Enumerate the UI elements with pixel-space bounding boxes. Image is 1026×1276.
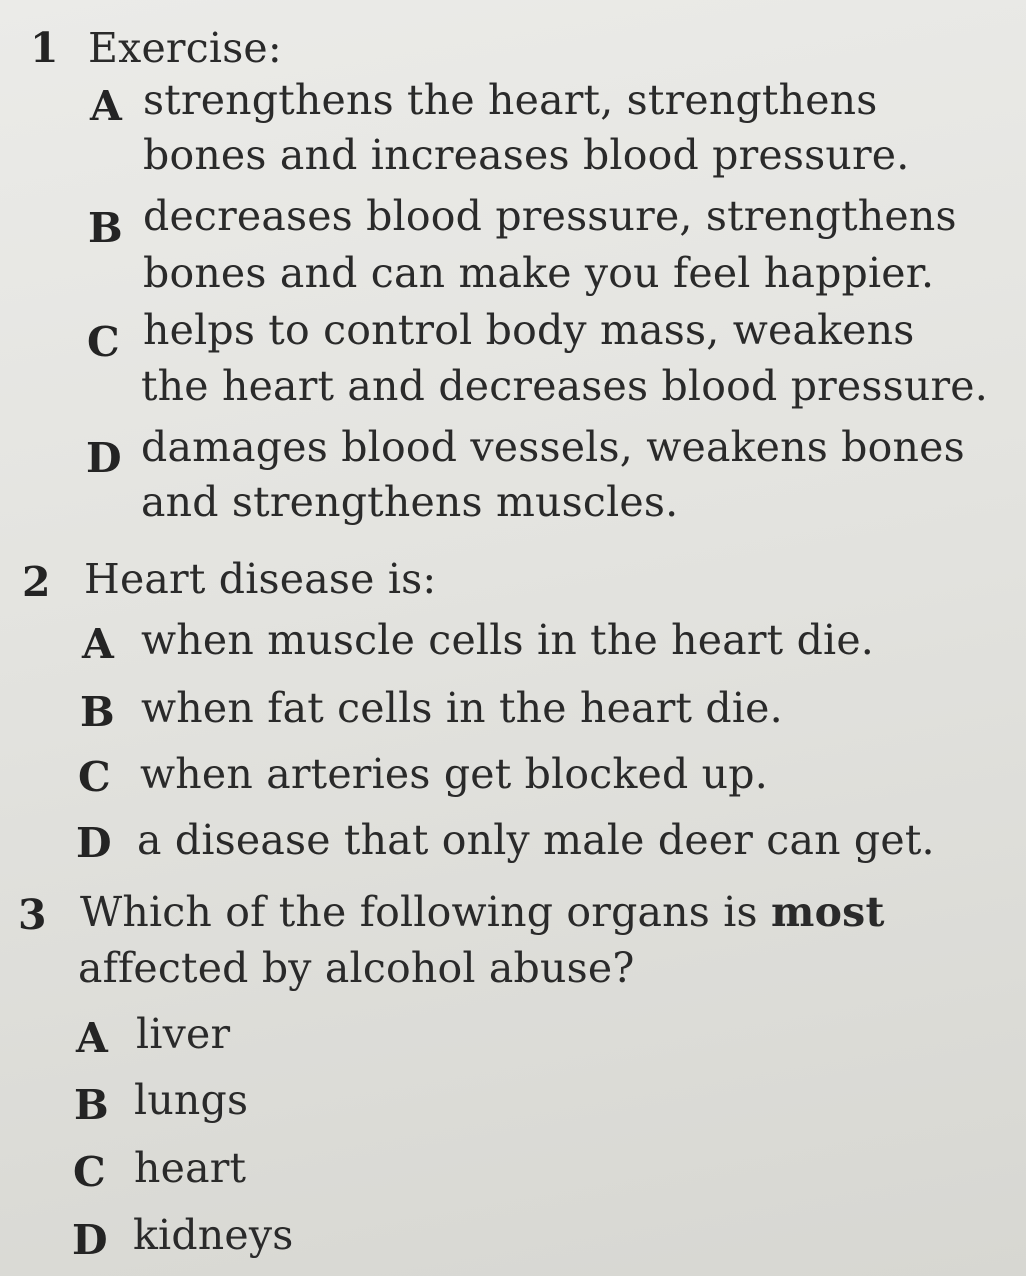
question-number: 2	[22, 558, 51, 606]
option-text: bones and increases blood pressure.	[143, 131, 910, 179]
option-letter: D	[72, 1216, 108, 1264]
option-letter: C	[73, 1148, 106, 1196]
option-text: when muscle cells in the heart die.	[141, 616, 875, 664]
option-letter: B	[80, 688, 115, 736]
question-stem: Heart disease is:	[84, 555, 437, 603]
option-text: and strengthens muscles.	[141, 478, 679, 526]
option-letter: B	[74, 1081, 109, 1129]
question-stem	[80, 888, 885, 936]
option-text: when arteries get blocked up.	[140, 750, 768, 798]
option-letter: A	[82, 620, 114, 668]
option-text: helps to control body mass, weakens	[143, 306, 915, 354]
question-stem-text: Which of the following organs is	[80, 888, 758, 936]
option-text: the heart and decreases blood pressure.	[141, 362, 988, 410]
option-text: damages blood vessels, weakens bones	[141, 423, 965, 471]
option-text: heart	[134, 1144, 247, 1192]
option-text: when fat cells in the heart die.	[141, 684, 783, 732]
option-text: bones and can make you feel happier.	[143, 249, 935, 297]
question-stem-line2: affected by alcohol abuse?	[78, 944, 635, 992]
option-letter: A	[90, 82, 122, 130]
option-letter: B	[88, 204, 123, 252]
option-text: decreases blood pressure, strengthens	[143, 192, 957, 240]
option-letter: A	[76, 1014, 108, 1062]
question-stem: Exercise:	[88, 24, 282, 72]
option-text: a disease that only male deer can get.	[137, 816, 935, 864]
question-number: 1	[30, 24, 59, 72]
option-letter: D	[76, 819, 112, 867]
option-letter: C	[78, 753, 111, 801]
question-number: 3	[18, 891, 47, 939]
option-text: liver	[136, 1010, 231, 1058]
option-letter: C	[87, 318, 120, 366]
option-letter: D	[86, 434, 122, 482]
question-stem-emphasis: most	[771, 888, 885, 936]
option-text: strengthens the heart, strengthens	[143, 76, 878, 124]
option-text: lungs	[134, 1076, 249, 1124]
option-text: kidneys	[133, 1211, 294, 1259]
